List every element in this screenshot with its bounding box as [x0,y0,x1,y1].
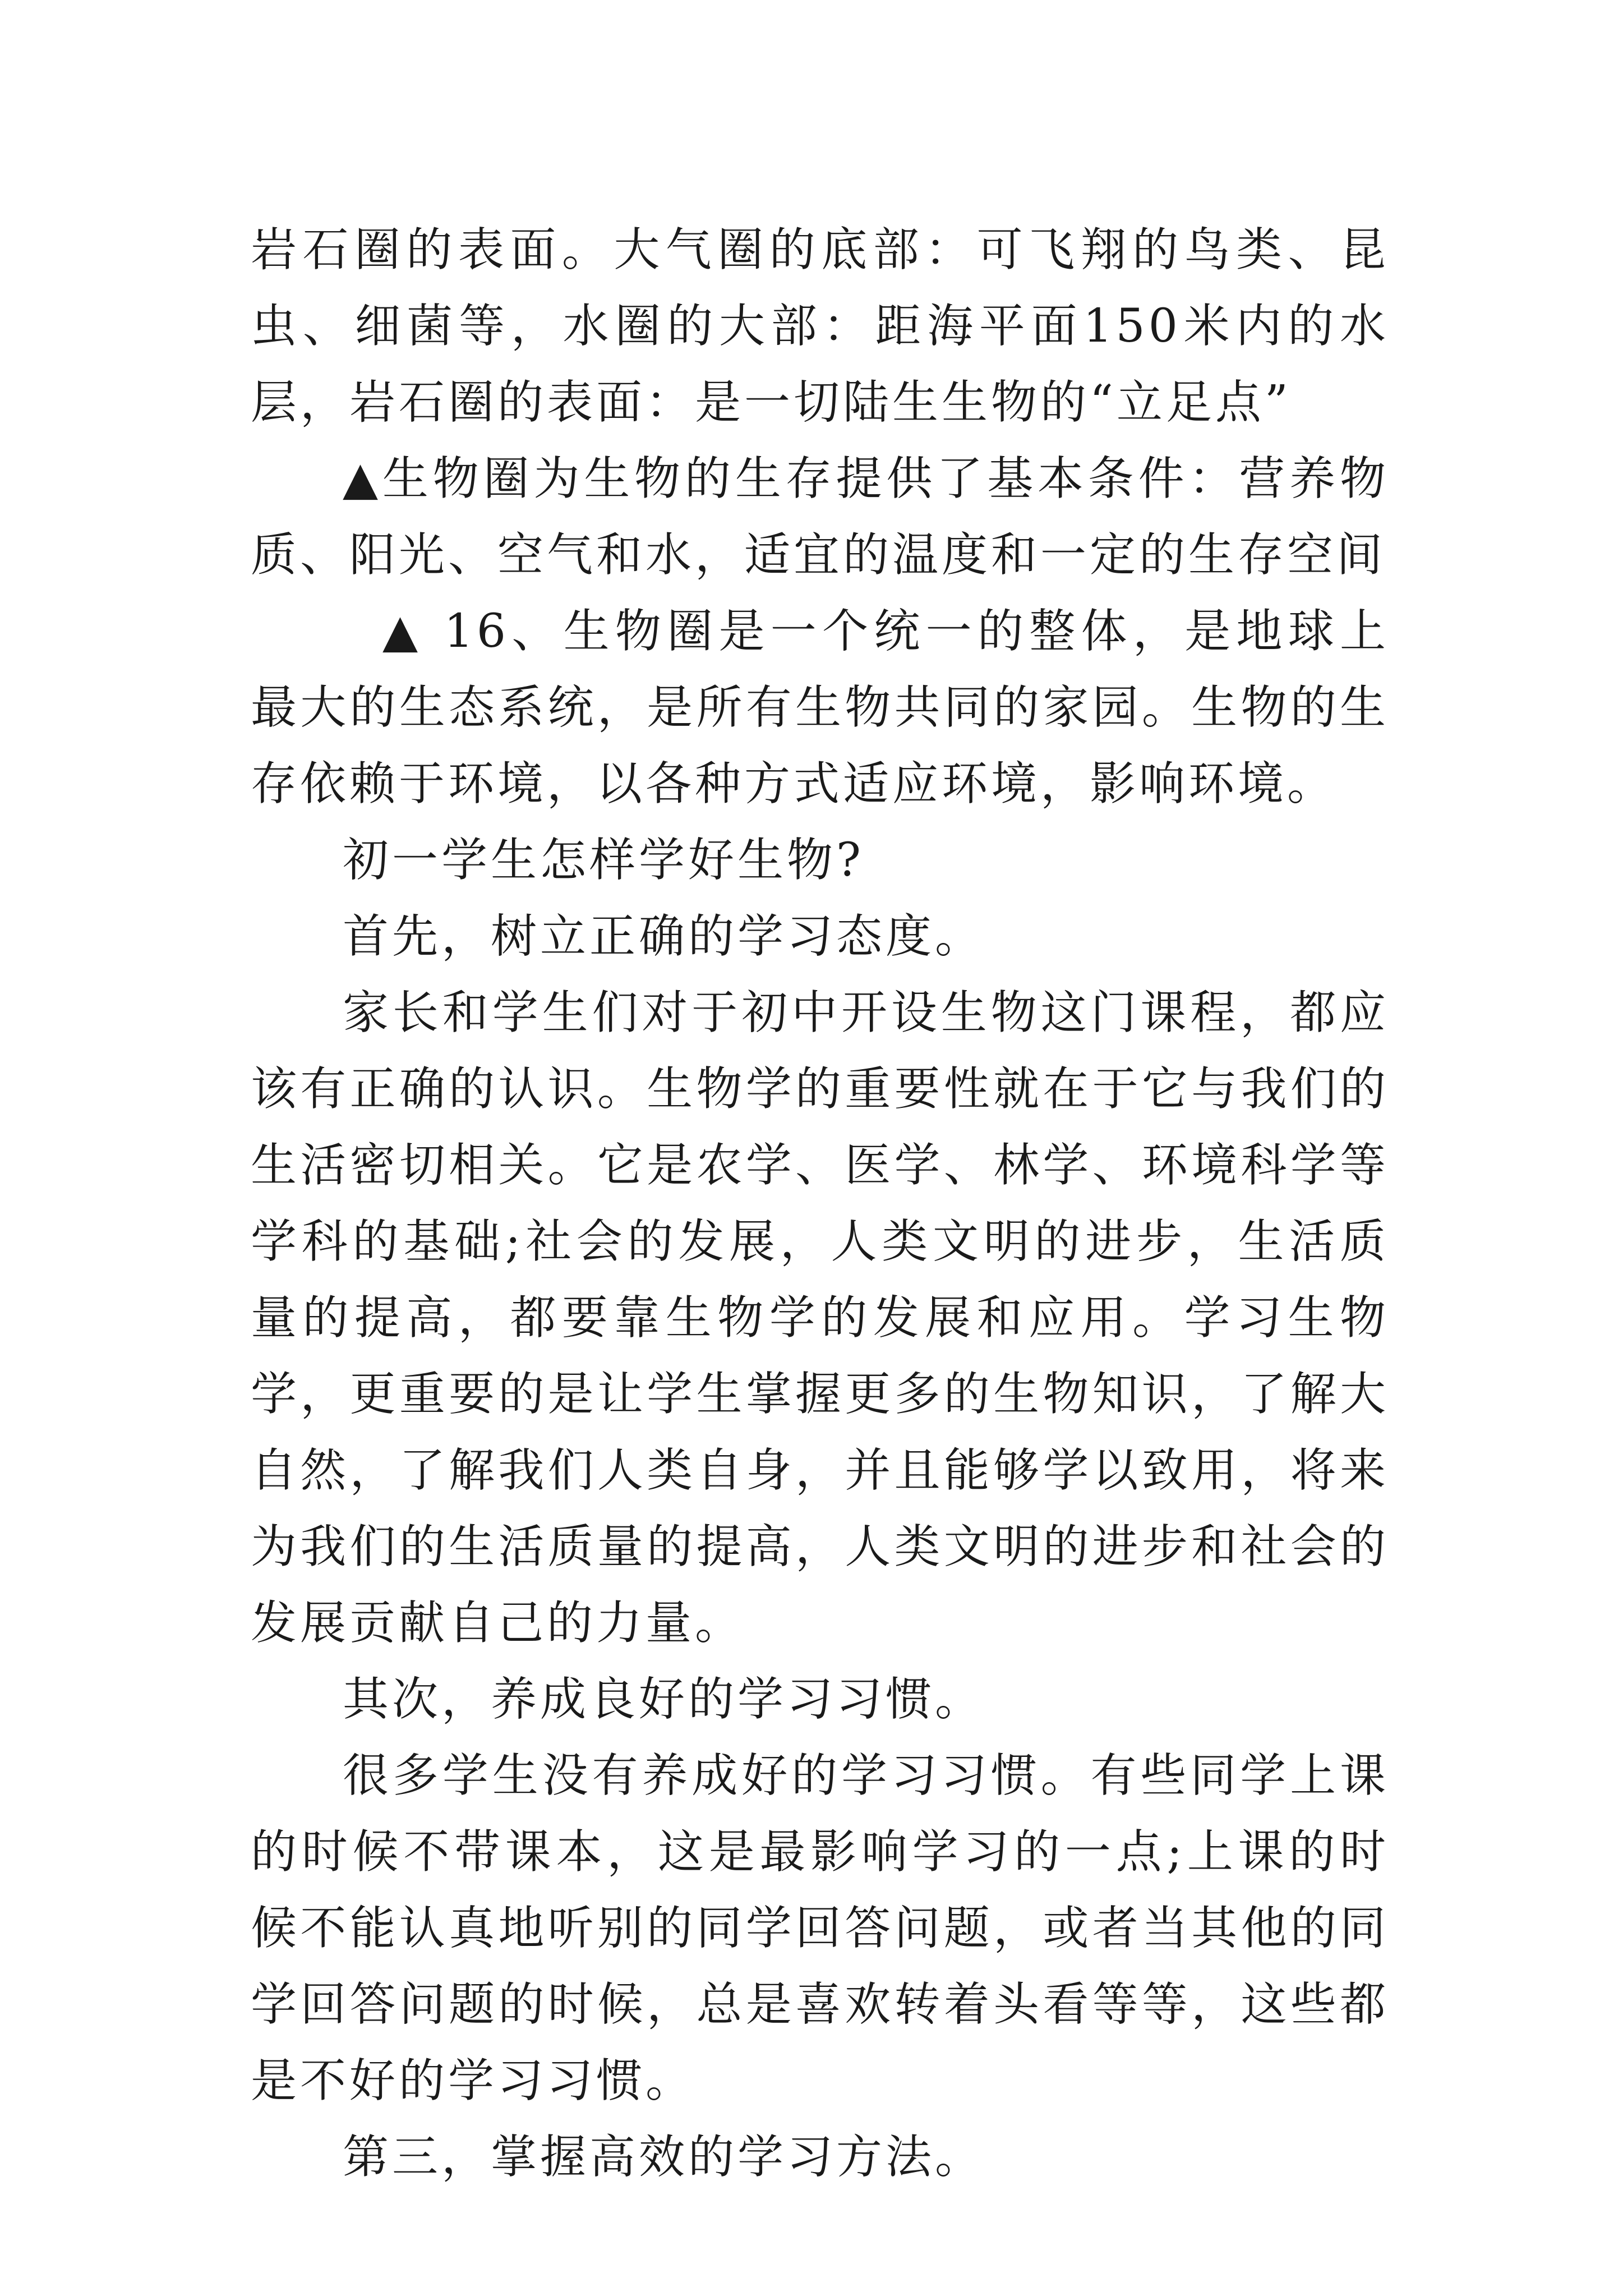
paragraph-first-point: 首先，树立正确的学习态度。 [343,910,985,963]
paragraph-basic-conditions: ▲生物圈为生物的生存提供了基本条件：营养物质、阳光、空气和水，适宜的温度和一定的生存空间 [251,452,1389,582]
paragraph-biosphere-layers: 岩石圈的表面。大气圈的底部：可飞翔的鸟类、昆虫、细菌等，水圈的大部：距海平面150米内的水层，岩石圈的表面：是一切陆生生物的“立足点” [251,223,1389,429]
paragraph-second-point-body: 很多学生没有养成好的学习习惯。有些同学上课的时候不带课本，这是最影响学习的一点;上课的时候不能认真地听别的同学回答问题，或者当其他的同学回答问题的时候，总是喜欢转着头看等等，这些都是不好的学习习惯。 [251,1749,1389,2108]
paragraph-third-point: 第三，掌握高效的学习方法。 [343,2131,985,2184]
paragraph-first-point-body: 家长和学生们对于初中开设生物这门课程，都应该有正确的认识。生物学的重要性就在于它与我们的生活密切相关。它是农学、医学、林学、环境科学等学科的基础;社会的发展，人类文明的进步，生活质量的提高，都要靠生物学的发展和应用。学习生物学，更重要的是让学生掌握更多的生物知识，了解大自然，了解我们人类自身，并且能够学以致用，将来为我们的生活质量的提高，人类文明的进步和社会的发展贡献自己的力量。 [251,986,1389,1650]
paragraph-biosphere-unity: ▲ 16、生物圈是一个统一的整体，是地球上最大的生态系统，是所有生物共同的家园。生物的生存依赖于环境，以各种方式适应环境，影响环境。 [251,605,1389,811]
document-body [251,212,1389,2196]
paragraph-second-point: 其次，养成良好的学习习惯。 [343,1673,985,1726]
paragraph-question-heading: 初一学生怎样学好生物? [343,834,864,887]
